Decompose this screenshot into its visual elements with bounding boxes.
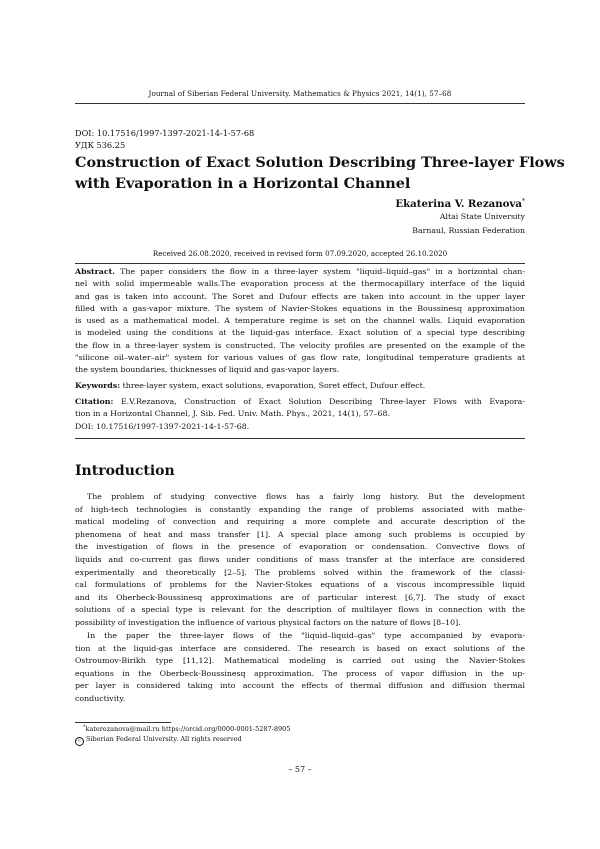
abstract-line: is modeled using the conditions at the liquid-gas interface. Exact solution of a special type describing (75, 328, 525, 338)
paragraph-line: equations in the Oberbeck-Boussinesq approximation. The process of vapor diffusion in the up- (75, 668, 525, 678)
abstract (75, 266, 525, 377)
abstract-line: nel with solid impermeable walls.The evaporation process at the thermocapillary interface of the liquid (75, 279, 525, 289)
abstract-line: Abstract. The paper considers the flow in a three-layer system "liquid–liquid–gas" in a horizontal chan- (75, 267, 525, 276)
abstract-label: Abstract. (75, 267, 115, 276)
author-contact-footnote (83, 724, 290, 733)
page-number: – 57 – (288, 765, 312, 774)
title-line: Construction of Exact Solution Describing Three-layer Flows (75, 154, 565, 171)
keywords-label: Keywords: (75, 381, 121, 390)
abstract-top-rule (75, 263, 525, 264)
article-udk: УДК 536.25 (75, 140, 126, 150)
article-doi: DOI: 10.17516/1997-1397-2021-14-1-57-68 (75, 128, 255, 138)
running-head: Journal of Siberian Federal University. Mathematics & Physics 2021, 14(1), 57–68 (148, 89, 452, 98)
paragraph-line: possibility of investigation the influence of various physical factors on the nature of flows [8–10]. (75, 617, 461, 627)
abstract-line: the flow in a three-layer system is constructed. The velocity profiles are presented on the example of the (75, 340, 525, 350)
citation-text: tion in a Horizontal Channel, J. Sib. Fed. Univ. Math. Phys., 2021, 14(1), 57–68. (75, 409, 390, 419)
header-rule (75, 103, 525, 104)
copyright-icon: c (75, 737, 84, 746)
paragraph-line: experimentally and theoretically [2–5]. The problems solved within the framework of the classi- (75, 567, 525, 577)
abstract-bottom-rule (75, 438, 525, 439)
intro-paragraph-1 (75, 491, 525, 630)
abstract-line: is used as a mathematical model. A temperature regime is set on the channel walls. Liquid evaporation (75, 316, 525, 326)
footnote-mark: * (83, 724, 86, 730)
copyright-footnote (75, 735, 242, 746)
received-dates: Received 26.08.2020, received in revised form 07.09.2020, accepted 26.10.2020 (152, 249, 448, 258)
paragraph-line: liquids and co-current gas flows under conditions of mass transfer at the interface are considered (75, 554, 525, 564)
author-footnote-mark: * (522, 198, 525, 205)
paragraph-line: tion at the liquid-gas interface are considered. The research is based on exact solutions of the (75, 643, 525, 653)
affiliation-university: Altai State University (439, 212, 525, 221)
paragraph-line: Ostroumov-Birikh type [11,12]. Mathematical modeling is carried out using the Navier-Stokes (75, 656, 525, 666)
abstract-line: filled with a gas-vapor mixture. The system of Navier-Stokes equations in the Boussinesq approximation (75, 303, 525, 313)
paragraph-line: In the paper the three-layer flows of the "liquid–liquid–gas" type accompanied by evapora- (87, 631, 525, 640)
abstract-line: and gas is taken into account. The Soret and Dufour effects are taken into account in the upper layer (75, 291, 525, 301)
paragraph-line: conductivity. (75, 693, 126, 703)
paragraph-line: the investigation of flows in the presence of evaporation or condensation. Convective flows of (75, 542, 525, 552)
author-name-text: Ekaterina V. Rezanova (395, 198, 522, 210)
abstract-line: the system boundaries, thicknesses of liquid and gas-vapor layers. (75, 365, 340, 375)
article-title (75, 152, 565, 194)
section-heading-introduction: Introduction (75, 463, 175, 479)
paragraph-line: The problem of studying convective flows has a fairly long history. But the development (87, 492, 525, 501)
author-name (395, 198, 525, 210)
paragraph-line: phenomena of heat and mass transfer [1]. A special place among such problems is occupied by (75, 529, 525, 539)
paragraph-line: and its Oberbeck-Boussinesq approximations are of particular interest [6,7]. The study of exact (75, 592, 525, 602)
title-line: with Evaporation in a Horizontal Channel (75, 175, 411, 192)
abstract-line: "silicone oil–water–air" system for various values of gas flow rate, longitudinal temperature gradients at (75, 353, 525, 363)
paragraph-line: cal formulations of problems for the Navier-Stokes equations of a viscous incompressible liquid (75, 580, 525, 590)
citation-doi: DOI: 10.17516/1997-1397-2021-14-1-57-68. (75, 421, 250, 431)
footnote-contact: katerezanova@mail.ru https://orcid.org/0000-0001-5287-8905 (85, 725, 291, 733)
copyright-text: Siberian Federal University. All rights reserved (86, 735, 242, 743)
keywords-text: three-layer system, exact solutions, evaporation, Soret effect, Dufour effect. (122, 381, 426, 390)
citation-text: E.V.Rezanova, Construction of Exact Solution Describing Three-layer Flows with Evapora- (120, 397, 525, 406)
paragraph-line: per layer is considered taking into account the effects of thermal diffusion and diffusion thermal (75, 681, 525, 691)
footnote-rule (75, 722, 171, 723)
citation-label: Citation: (75, 397, 114, 406)
paragraph-line: solutions of a special type is relevant for the description of multilayer flows in connection with the (75, 605, 525, 615)
paragraph-line: of high-tech technologies is constantly expanding the range of problems associated with mathe- (75, 504, 525, 514)
intro-paragraph-2 (75, 630, 525, 706)
affiliation-location: Barnaul, Russian Federation (412, 226, 525, 235)
keywords (75, 380, 525, 392)
paragraph-line: matical modeling of convection and requiring a more complete and accurate description of the (75, 517, 525, 527)
citation (75, 396, 525, 433)
